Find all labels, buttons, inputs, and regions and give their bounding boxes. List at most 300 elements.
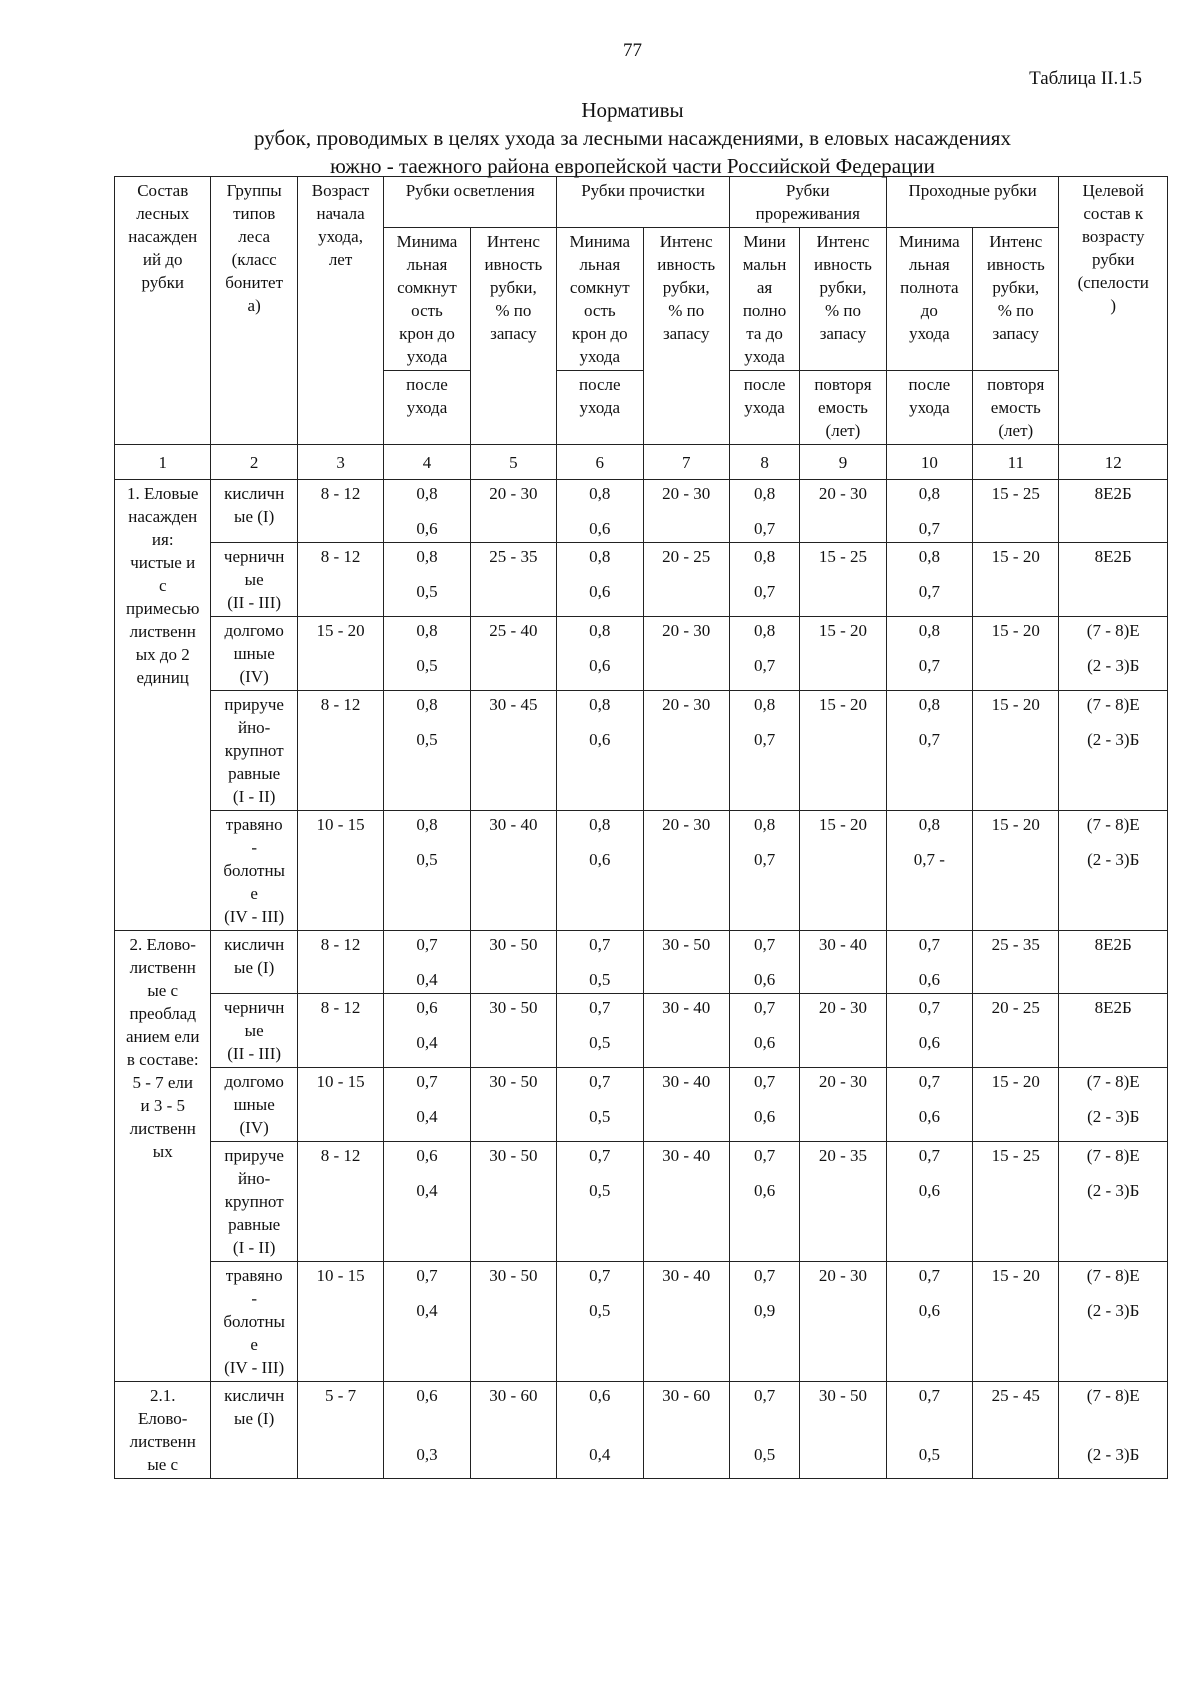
- header-after-care: [557, 371, 643, 445]
- target-composition: [1059, 1142, 1168, 1262]
- thinning-intensity-value: 15 - 20: [818, 695, 868, 714]
- column-number: 9: [800, 445, 886, 480]
- thinning-fullness: [729, 994, 799, 1068]
- forest-type-line: черничн: [223, 547, 285, 566]
- header-line: рубки: [1091, 250, 1135, 269]
- passage-fullness: [886, 1142, 972, 1262]
- thinning-fullness-after: 0,6: [753, 1033, 776, 1052]
- cleaning-density: [557, 931, 643, 994]
- start-age: [297, 1382, 383, 1479]
- forest-type-line: долгомо: [224, 621, 284, 640]
- passage-intensity-value: 15 - 20: [991, 621, 1040, 640]
- cleaning-intensity-value: 20 - 30: [662, 621, 711, 640]
- group-label-line: с: [158, 576, 167, 595]
- group-label-line: лиственн: [129, 958, 196, 977]
- clearing-intensity: [470, 617, 556, 691]
- start-age-value: 5 - 7: [324, 1386, 357, 1405]
- forest-type: [211, 1262, 297, 1382]
- forest-type-line: (IV): [239, 667, 269, 686]
- cleaning-density-after: 0,5: [589, 1181, 611, 1200]
- clearing-density-before: 0,6: [416, 1146, 438, 1165]
- cleaning-density-after: 0,6: [589, 582, 611, 601]
- target-composition: [1059, 691, 1168, 811]
- passage-fullness: [886, 994, 972, 1068]
- cleaning-intensity: [643, 480, 729, 543]
- clearing-intensity-value: 30 - 50: [489, 1146, 538, 1165]
- cleaning-intensity: [643, 617, 729, 691]
- header-group-clearing: Рубки осветления: [384, 177, 557, 228]
- start-age: [297, 617, 383, 691]
- clearing-intensity-value: 25 - 35: [489, 547, 538, 566]
- header-line: лет: [328, 250, 353, 269]
- table-row: [115, 691, 1168, 811]
- forest-type: [211, 1068, 297, 1142]
- target-composition-value: 8Е2Б: [1094, 935, 1132, 954]
- passage-intensity: [973, 617, 1059, 691]
- passage-fullness-before: 0,7: [918, 1072, 940, 1091]
- header-min-density: [384, 228, 470, 371]
- cleaning-density-after: 0,6: [589, 519, 611, 538]
- header-group-cleaning: Рубки прочистки: [557, 177, 730, 228]
- passage-fullness: [886, 691, 972, 811]
- group-label-line: Елово-: [138, 1409, 188, 1428]
- header-line: ая: [756, 278, 773, 297]
- thinning-fullness-before: 0,7: [753, 998, 776, 1017]
- passage-fullness-after: 0,6: [918, 1301, 940, 1320]
- forest-type: [211, 811, 297, 931]
- forest-type-line: (IV - III): [224, 1358, 285, 1377]
- group-label-line: чистые и: [130, 553, 196, 572]
- thinning-fullness-after: 0,7: [753, 656, 776, 675]
- target-composition: [1059, 617, 1168, 691]
- passage-fullness-after: 0,7 -: [913, 850, 945, 869]
- header-line: крон до: [571, 324, 628, 343]
- forest-type-line: (IV - III): [224, 907, 285, 926]
- clearing-intensity-value: 25 - 40: [489, 621, 538, 640]
- passage-intensity-value: 15 - 20: [991, 695, 1040, 714]
- header-line: (лет): [825, 421, 861, 440]
- target-composition: [1059, 1262, 1168, 1382]
- header-line: ивность: [657, 255, 716, 274]
- cleaning-density-after: 0,6: [589, 850, 611, 869]
- header-line: Интенс: [486, 232, 540, 251]
- thinning-intensity-value: 20 - 30: [818, 998, 868, 1017]
- group-label-line: преоблад: [129, 1004, 196, 1023]
- target-composition: [1059, 811, 1168, 931]
- cleaning-density-before: 0,8: [589, 547, 611, 566]
- header-line: полнота: [900, 278, 959, 297]
- clearing-intensity-value: 30 - 45: [489, 695, 538, 714]
- group-label-line: ых до 2: [135, 645, 190, 664]
- forest-type-line: болотны: [223, 861, 285, 880]
- header-line: ухода: [744, 398, 785, 417]
- start-age: [297, 480, 383, 543]
- forest-type-line: кисличн: [224, 935, 285, 954]
- forest-type-line: (IV): [239, 1118, 269, 1137]
- table-body: [115, 480, 1168, 1479]
- cleaning-density: [557, 1262, 643, 1382]
- thinning-fullness-before: 0,8: [753, 815, 776, 834]
- cleaning-density-before: 0,7: [589, 1072, 611, 1091]
- passage-intensity: [973, 480, 1059, 543]
- header-line: леса: [238, 227, 271, 246]
- passage-intensity-value: 15 - 20: [991, 547, 1040, 566]
- header-line: начала: [316, 204, 365, 223]
- group-label-line: насажден: [128, 507, 198, 526]
- passage-fullness-after: 0,5: [918, 1445, 940, 1464]
- target-composition-value: (2 - 3)Б: [1087, 1301, 1140, 1320]
- column-number: 2: [211, 445, 297, 480]
- cleaning-intensity-value: 30 - 40: [662, 1266, 711, 1285]
- group-label-line: 1. Еловые: [127, 484, 199, 503]
- forest-type-line: (II - III): [227, 1044, 282, 1063]
- group-label-line: ые с: [147, 1455, 179, 1474]
- cleaning-intensity: [643, 994, 729, 1068]
- passage-fullness-before: 0,7: [918, 1266, 940, 1285]
- header-line: Минима: [899, 232, 960, 251]
- thinning-fullness-after: 0,7: [753, 730, 776, 749]
- clearing-intensity: [470, 480, 556, 543]
- cleaning-density: [557, 1068, 643, 1142]
- header-line: запасу: [992, 324, 1040, 343]
- group-label-line: ых: [152, 1142, 173, 1161]
- thinning-fullness-before: 0,7: [753, 935, 776, 954]
- cleaning-intensity-value: 30 - 40: [662, 1072, 711, 1091]
- cleaning-intensity: [643, 1142, 729, 1262]
- clearing-density-before: 0,8: [416, 621, 438, 640]
- cleaning-density-after: 0,6: [589, 730, 611, 749]
- cleaning-density-before: 0,8: [589, 695, 611, 714]
- forest-type-line: (I - II): [232, 787, 276, 806]
- clearing-intensity: [470, 994, 556, 1068]
- cleaning-density-before: 0,7: [589, 935, 611, 954]
- header-repeat-interval: [973, 371, 1059, 445]
- passage-intensity-value: 15 - 20: [991, 1072, 1040, 1091]
- cleaning-intensity: [643, 1262, 729, 1382]
- table-row: [115, 811, 1168, 931]
- target-composition: [1059, 1068, 1168, 1142]
- target-composition: [1059, 931, 1168, 994]
- clearing-intensity-value: 30 - 50: [489, 935, 538, 954]
- target-composition-value: (7 - 8)Е: [1086, 1146, 1140, 1165]
- header-forest-type: [211, 177, 297, 445]
- clearing-density: [384, 1142, 470, 1262]
- thinning-intensity-value: 20 - 35: [818, 1146, 868, 1165]
- clearing-intensity: [470, 1382, 556, 1479]
- column-number: 4: [384, 445, 470, 480]
- start-age: [297, 691, 383, 811]
- target-composition-value: (7 - 8)Е: [1086, 1386, 1140, 1405]
- column-number: 12: [1059, 445, 1168, 480]
- group-label-line: и 3 - 5: [140, 1096, 185, 1115]
- column-number: 6: [557, 445, 643, 480]
- cleaning-intensity: [643, 931, 729, 994]
- passage-fullness-before: 0,7: [918, 1386, 940, 1405]
- thinning-fullness: [729, 1068, 799, 1142]
- clearing-density-before: 0,8: [416, 695, 438, 714]
- target-composition: [1059, 1382, 1168, 1479]
- header-line: лесных: [136, 204, 190, 223]
- header-line: Целевой: [1082, 181, 1144, 200]
- passage-fullness-after: 0,7: [918, 519, 940, 538]
- passage-fullness-before: 0,7: [918, 935, 940, 954]
- column-number: 3: [297, 445, 383, 480]
- header-line: ость: [411, 301, 443, 320]
- thinning-fullness-after: 0,7: [753, 519, 776, 538]
- thinning-fullness: [729, 691, 799, 811]
- header-line: ивность: [484, 255, 543, 274]
- forest-type-line: шные: [233, 1095, 275, 1114]
- header-line: запасу: [819, 324, 867, 343]
- target-composition-value: (2 - 3)Б: [1087, 1107, 1140, 1126]
- passage-fullness-before: 0,7: [918, 998, 940, 1017]
- cleaning-intensity-value: 30 - 50: [662, 935, 711, 954]
- header-line: Интенс: [989, 232, 1043, 251]
- clearing-density: [384, 811, 470, 931]
- target-composition-value: (7 - 8)Е: [1086, 815, 1140, 834]
- cleaning-density-after: 0,5: [589, 1107, 611, 1126]
- thinning-fullness-before: 0,7: [753, 1266, 776, 1285]
- header-line: та до: [746, 324, 783, 343]
- target-composition-value: (7 - 8)Е: [1086, 621, 1140, 640]
- target-composition-value: (7 - 8)Е: [1086, 1266, 1140, 1285]
- header-min-fullness: [886, 228, 972, 371]
- passage-intensity: [973, 994, 1059, 1068]
- passage-fullness: [886, 931, 972, 994]
- forest-type-line: болотны: [223, 1312, 285, 1331]
- thinning-intensity-value: 20 - 30: [818, 1266, 868, 1285]
- group-label-line: лиственн: [129, 1119, 196, 1138]
- target-composition-value: (2 - 3)Б: [1087, 1181, 1140, 1200]
- column-number: 5: [470, 445, 556, 480]
- header-line: ивность: [814, 255, 872, 274]
- forest-type-line: йно-: [237, 718, 271, 737]
- start-age: [297, 1142, 383, 1262]
- thinning-fullness: [729, 617, 799, 691]
- forest-type-line: крупнот: [224, 741, 284, 760]
- column-number: 8: [729, 445, 799, 480]
- passage-intensity: [973, 543, 1059, 617]
- header-line: % по: [997, 301, 1034, 320]
- start-age: [297, 931, 383, 994]
- header-line: а): [247, 296, 261, 315]
- thinning-fullness-after: 0,6: [753, 970, 776, 989]
- clearing-intensity: [470, 931, 556, 994]
- thinning-intensity-value: 20 - 30: [818, 1072, 868, 1091]
- clearing-density-before: 0,6: [416, 1386, 438, 1405]
- norms-table: [114, 176, 1168, 1479]
- cleaning-density: [557, 480, 643, 543]
- clearing-density-after: 0,4: [416, 1033, 438, 1052]
- forest-type-line: (II - III): [227, 593, 282, 612]
- start-age-value: 8 - 12: [320, 484, 361, 503]
- target-composition-value: (2 - 3)Б: [1087, 850, 1140, 869]
- header-line: рубки,: [992, 278, 1040, 297]
- header-line: ухода: [909, 398, 950, 417]
- header-line: возрасту: [1082, 227, 1145, 246]
- header-line: типов: [233, 204, 276, 223]
- clearing-density-after: 0,5: [416, 582, 438, 601]
- passage-intensity: [973, 1262, 1059, 1382]
- start-age-value: 15 - 20: [316, 621, 365, 640]
- group-label-line: анием ели: [126, 1027, 200, 1046]
- header-min-density: [557, 228, 643, 371]
- cleaning-intensity-value: 20 - 30: [662, 695, 711, 714]
- header-line: Минима: [396, 232, 458, 251]
- start-age: [297, 811, 383, 931]
- group-label-line: 2.1.: [149, 1386, 176, 1405]
- forest-type-line: ые: [244, 570, 264, 589]
- header-intensity: [643, 228, 729, 445]
- thinning-fullness: [729, 480, 799, 543]
- passage-fullness-after: 0,6: [918, 1181, 940, 1200]
- header-line: рубки,: [489, 278, 537, 297]
- cleaning-density: [557, 543, 643, 617]
- group-label-line: примесью: [126, 599, 200, 618]
- column-number: 7: [643, 445, 729, 480]
- cleaning-intensity: [643, 811, 729, 931]
- header-line: Минима: [569, 232, 631, 251]
- group-label-line: ия:: [151, 530, 174, 549]
- forest-type-line: приручe: [224, 1146, 284, 1165]
- cleaning-density-before: 0,7: [589, 998, 611, 1017]
- thinning-fullness-before: 0,8: [753, 695, 776, 714]
- header-line: % по: [668, 301, 705, 320]
- header-line: рубки,: [662, 278, 710, 297]
- start-age-value: 8 - 12: [320, 695, 361, 714]
- thinning-intensity-value: 15 - 20: [818, 815, 868, 834]
- forest-type-line: ые (I): [234, 1409, 275, 1428]
- start-age: [297, 543, 383, 617]
- clearing-density-after: 0,5: [416, 730, 438, 749]
- thinning-fullness: [729, 1262, 799, 1382]
- clearing-intensity-value: 30 - 40: [489, 815, 538, 834]
- target-composition-value: (2 - 3)Б: [1087, 1445, 1140, 1464]
- table-row: [115, 543, 1168, 617]
- title-line: рубок, проводимых в целях ухода за лесными насаждениями, в еловых насаждениях: [254, 126, 1011, 150]
- clearing-density-after: 0,4: [416, 1181, 438, 1200]
- header-after-care: [384, 371, 470, 445]
- group-label: [115, 480, 211, 931]
- passage-intensity-value: 15 - 25: [991, 1146, 1040, 1165]
- thinning-intensity-value: 30 - 50: [818, 1386, 868, 1405]
- forest-type-line: травяно: [225, 815, 283, 834]
- group-label-line: 5 - 7 ели: [132, 1073, 193, 1092]
- header-line: льная: [579, 255, 621, 274]
- header-line: % по: [495, 301, 532, 320]
- table-row: [115, 480, 1168, 543]
- page-number: 77: [623, 40, 642, 61]
- header-composition: [115, 177, 211, 445]
- header-line: крон до: [399, 324, 455, 343]
- header-line: запасу: [662, 324, 710, 343]
- start-age-value: 8 - 12: [320, 935, 361, 954]
- passage-fullness: [886, 543, 972, 617]
- header-after-care: [729, 371, 799, 445]
- column-number: 11: [973, 445, 1059, 480]
- cleaning-density: [557, 617, 643, 691]
- clearing-density: [384, 543, 470, 617]
- header-line: мальн: [742, 255, 787, 274]
- header-line: % по: [824, 301, 861, 320]
- start-age-value: 10 - 15: [316, 1266, 365, 1285]
- cleaning-density-after: 0,6: [589, 656, 611, 675]
- cleaning-density: [557, 691, 643, 811]
- target-composition-value: (2 - 3)Б: [1087, 730, 1140, 749]
- group-label-line: лиственн: [129, 622, 196, 641]
- clearing-intensity-value: 30 - 60: [489, 1386, 538, 1405]
- thinning-fullness-before: 0,7: [753, 1386, 776, 1405]
- forest-type-line: -: [251, 1289, 257, 1308]
- forest-type-line: ые (I): [234, 958, 275, 977]
- header-line: льная: [406, 255, 448, 274]
- forest-type-line: ые (I): [234, 507, 275, 526]
- start-age-value: 10 - 15: [316, 1072, 365, 1091]
- clearing-density-after: 0,5: [416, 850, 438, 869]
- forest-type-line: кисличн: [224, 1386, 285, 1405]
- passage-fullness-before: 0,8: [918, 621, 940, 640]
- passage-fullness-after: 0,6: [918, 970, 940, 989]
- forest-type-line: йно-: [237, 1169, 271, 1188]
- clearing-intensity-value: 20 - 30: [489, 484, 538, 503]
- thinning-intensity: [800, 931, 886, 994]
- thinning-intensity: [800, 543, 886, 617]
- clearing-density-before: 0,6: [416, 998, 438, 1017]
- clearing-intensity-value: 30 - 50: [489, 998, 538, 1017]
- target-composition-value: 8Е2Б: [1094, 547, 1132, 566]
- clearing-density: [384, 931, 470, 994]
- thinning-fullness-before: 0,7: [753, 1146, 776, 1165]
- start-age: [297, 1262, 383, 1382]
- target-composition-value: 8Е2Б: [1094, 484, 1132, 503]
- passage-fullness-before: 0,7: [918, 1146, 940, 1165]
- header-line: повторя: [814, 375, 872, 394]
- thinning-fullness-after: 0,9: [753, 1301, 776, 1320]
- cleaning-intensity: [643, 691, 729, 811]
- header-line: емость: [817, 398, 868, 417]
- header-after-care: [886, 371, 972, 445]
- thinning-fullness: [729, 1382, 799, 1479]
- header-intensity: [470, 228, 556, 445]
- cleaning-density-after: 0,4: [589, 1445, 611, 1464]
- group-label: [115, 1382, 211, 1479]
- passage-intensity-value: 25 - 35: [991, 935, 1040, 954]
- group-label-line: единиц: [136, 668, 189, 687]
- header-line: (спелости: [1077, 273, 1149, 292]
- target-composition: [1059, 543, 1168, 617]
- header-line: сомкнут: [569, 278, 630, 297]
- passage-intensity-value: 15 - 20: [991, 1266, 1040, 1285]
- header-line: насажден: [128, 227, 198, 246]
- passage-fullness-before: 0,8: [918, 695, 940, 714]
- forest-type-line: кисличн: [224, 484, 285, 503]
- thinning-intensity: [800, 1068, 886, 1142]
- passage-fullness-after: 0,7: [918, 730, 940, 749]
- passage-fullness-after: 0,6: [918, 1107, 940, 1126]
- clearing-intensity-value: 30 - 50: [489, 1072, 538, 1091]
- passage-intensity: [973, 1068, 1059, 1142]
- table-row: [115, 617, 1168, 691]
- header-line: после: [578, 375, 621, 394]
- passage-fullness-before: 0,8: [918, 547, 940, 566]
- thinning-intensity: [800, 1142, 886, 1262]
- header-line: ухода: [406, 398, 448, 417]
- cleaning-intensity: [643, 1068, 729, 1142]
- header-line: (лет): [998, 421, 1034, 440]
- clearing-density: [384, 994, 470, 1068]
- clearing-intensity: [470, 691, 556, 811]
- cleaning-density-after: 0,5: [589, 1301, 611, 1320]
